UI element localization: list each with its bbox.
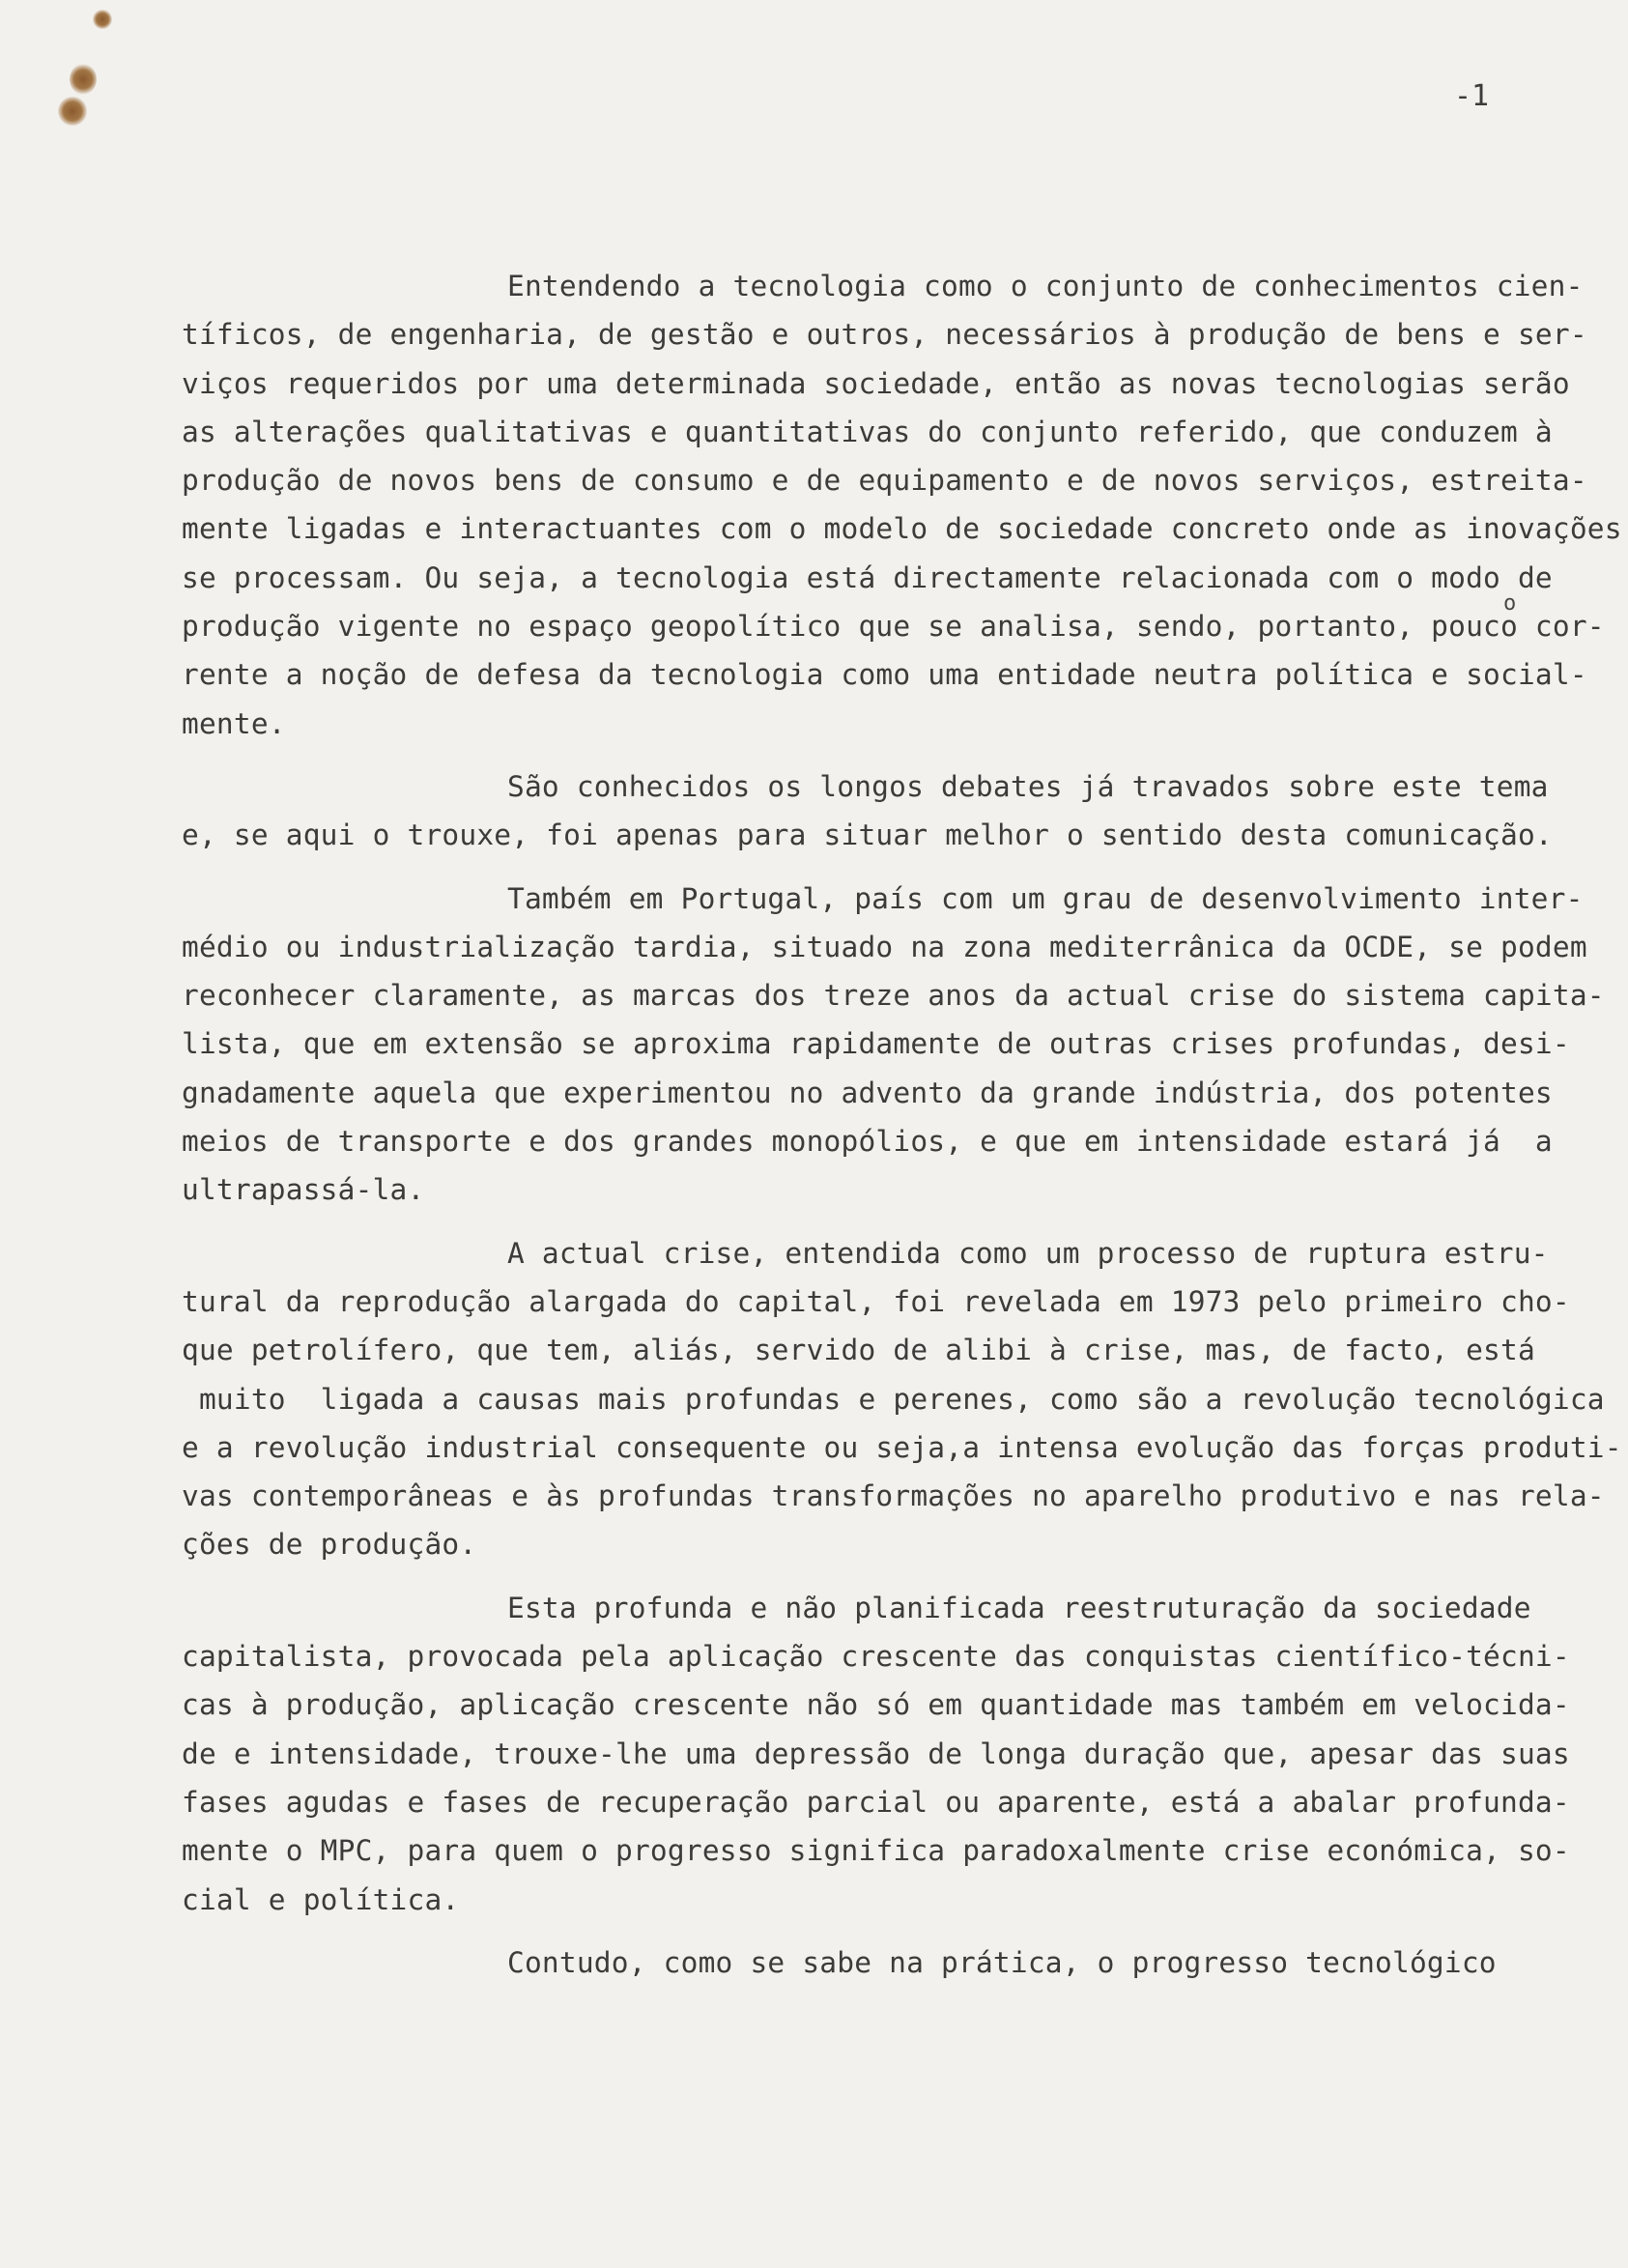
text-line: de e intensidade, trouxe-lhe uma depressão de longa duração que, apesar das suas	[182, 1737, 1570, 1770]
paper-stain	[70, 64, 97, 95]
text-line: meios de transporte e dos grandes monopólios, e que em intensidade estará já a	[182, 1125, 1553, 1159]
paragraph	[182, 1229, 1622, 1569]
paragraph-first-line: Também em Portugal, país com um grau de desenvolvimento inter-	[507, 881, 1584, 915]
text-line: capitalista, provocada pela aplicação crescente das conquistas científico-técni-	[182, 1640, 1570, 1674]
text-line: mente o MPC, para quem o progresso significa paradoxalmente crise económica, so-	[182, 1834, 1570, 1868]
text-line: vas contemporâneas e às profundas transformações no aparelho produtivo e nas rela-	[182, 1479, 1605, 1513]
text-line: viços requeridos por uma determinada sociedade, então as novas tecnologias serão	[182, 366, 1570, 400]
text-line: reconhecer claramente, as marcas dos treze anos da actual crise do sistema capita-	[182, 979, 1605, 1013]
text-line: que petrolífero, que tem, aliás, servido de alibi à crise, mas, de facto, está	[182, 1334, 1535, 1367]
text-line: e a revolução industrial consequente ou seja,a intensa evolução das forças produti-	[182, 1430, 1622, 1464]
margin-note: o	[1503, 591, 1517, 616]
text-line: lista, que em extensão se aproxima rapidamente de outras crises profundas, desi-	[182, 1027, 1570, 1061]
text-line: produção vigente no espaço geopolítico que se analisa, sendo, portanto, pouco cor-	[182, 610, 1605, 644]
text-line: mente ligadas e interactuantes com o modelo de sociedade concreto onde as inovações	[182, 512, 1622, 546]
text-line: tural da reprodução alargada do capital, foi revelada em 1973 pelo primeiro cho-	[182, 1284, 1570, 1318]
paragraph-first-line: Entendendo a tecnologia como o conjunto de conhecimentos cien-	[507, 270, 1584, 302]
text-line: médio ou industrialização tardia, situado na zona mediterrânica da OCDE, se podem	[182, 930, 1587, 963]
text-line: gnadamente aquela que experimentou no advento da grande indústria, dos potentes	[182, 1076, 1553, 1109]
text-line: tíficos, de engenharia, de gestão e outros, necessários à produção de bens e ser-	[182, 318, 1587, 352]
text-line: ultrapassá-la.	[182, 1173, 425, 1207]
text-line: fases agudas e fases de recuperação parcial ou aparente, está a abalar profunda-	[182, 1785, 1570, 1819]
paragraph-first-line: Contudo, como se sabe na prática, o progresso tecnológico	[507, 1945, 1497, 1979]
text-line: muito ligada a causas mais profundas e perenes, como são a revolução tecnológica	[182, 1382, 1605, 1416]
text-line: se processam. Ou seja, a tecnologia está directamente relacionada com o modo de	[182, 560, 1553, 594]
paragraph-first-line: A actual crise, entendida como um processo de ruptura estru-	[507, 1236, 1549, 1270]
text-line: cial e política.	[182, 1882, 460, 1916]
text-line: cas à produção, aplicação crescente não só em quantidade mas também em velocida-	[182, 1688, 1570, 1722]
paper-stain	[58, 97, 87, 126]
text-line: mente.	[182, 706, 286, 740]
paragraph	[182, 1584, 1570, 1924]
paragraph	[182, 1938, 1554, 1987]
paragraph	[182, 875, 1605, 1215]
text-line: produção de novos bens de consumo e de equipamento e de novos serviços, estreita-	[182, 464, 1587, 498]
body-text	[182, 262, 1622, 2001]
page-number: -1	[1454, 79, 1490, 113]
text-line: as alterações qualitativas e quantitativas do conjunto referido, que conduzem à	[182, 415, 1553, 448]
paragraph	[182, 262, 1622, 748]
paper-stain	[93, 10, 112, 29]
text-line: ções de produção.	[182, 1528, 477, 1562]
paragraph-first-line: São conhecidos os longos debates já travados sobre este tema	[507, 769, 1549, 803]
paragraph-first-line: Esta profunda e não planificada reestruturação da sociedade	[507, 1591, 1531, 1624]
text-line: e, se aqui o trouxe, foi apenas para situar melhor o sentido desta comunicação.	[182, 818, 1553, 852]
text-line: rente a noção de defesa da tecnologia como uma entidade neutra política e social-	[182, 658, 1587, 692]
paragraph	[182, 762, 1554, 860]
